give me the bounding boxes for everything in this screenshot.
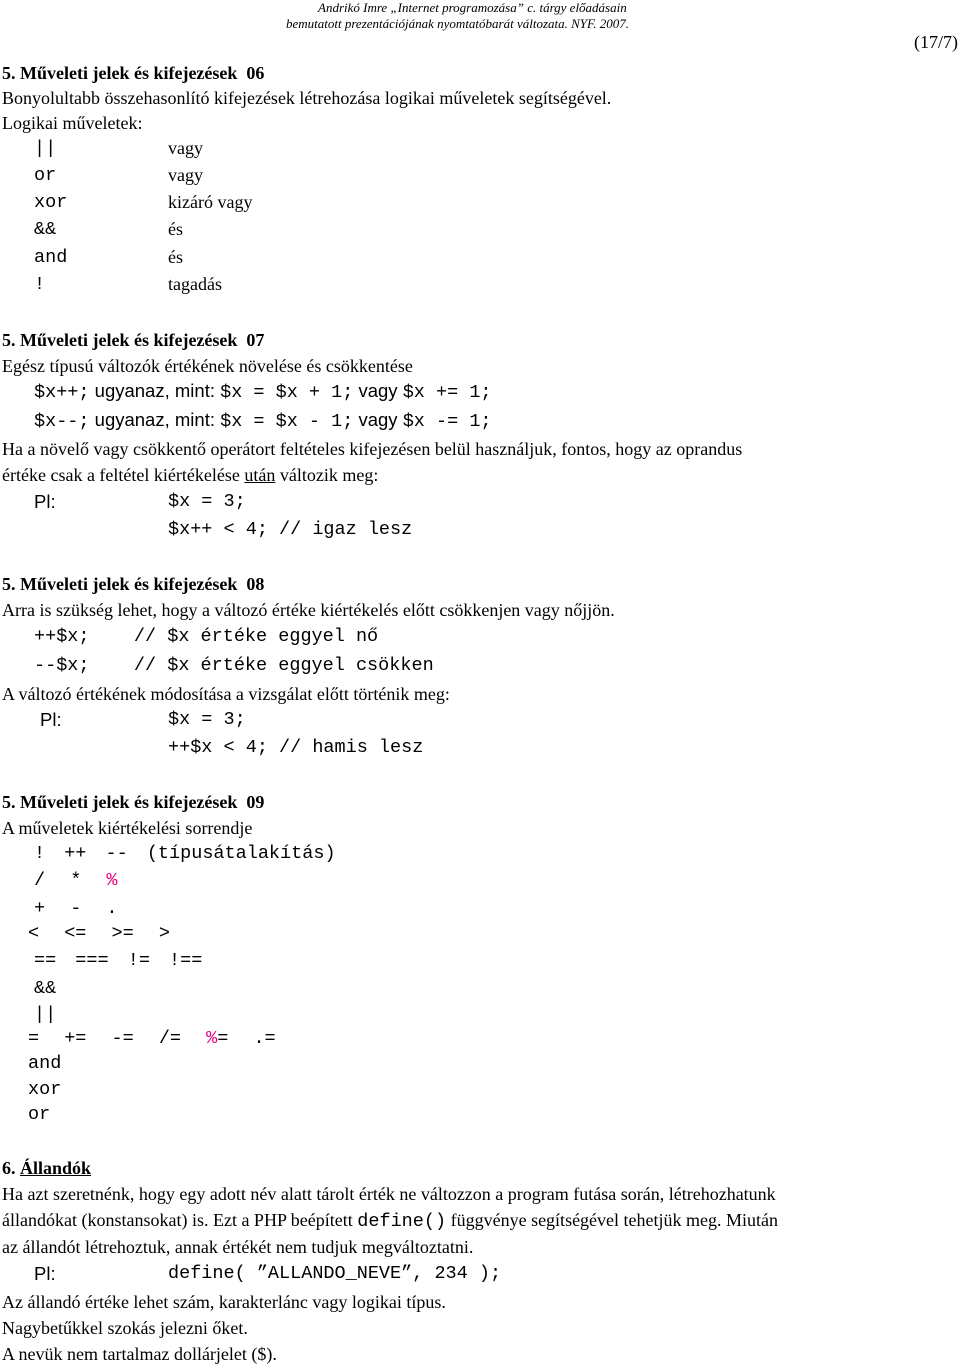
- section-06-intro: Bonyolultabb összehasonlító kifejezések létrehozása logikai műveletek segítségével.: [2, 88, 612, 108]
- example-code-line: define( ”ALLANDO_NEVE”, 234 );: [168, 1263, 502, 1284]
- op-symbol: xor: [34, 192, 68, 213]
- section-08-title: 5. Műveleti jelek és kifejezések 08: [2, 574, 265, 594]
- note-line: Az állandó értéke lehet szám, karakterlánc vagy logikai típus.: [2, 1292, 446, 1312]
- note-line: A nevük nem tartalmaz dollárjelet ($).: [2, 1344, 277, 1364]
- pre-decrement-line: --$x; // $x értéke eggyel csökken: [34, 655, 434, 676]
- section-07-paragraph-1: Ha a növelő vagy csökkentő operátort feltételes kifejezésen belül használjuk, fontos, hogy az oprandus: [2, 439, 743, 459]
- op-symbol: ||: [34, 138, 57, 159]
- example-code-line: $x = 3;: [168, 709, 246, 730]
- example-label: Pl:: [34, 1263, 56, 1284]
- section-6-paragraph-2: állandókat (konstansokat) is. Ezt a PHP beépített define() függvénye segítségével tehetjük meg. Miután: [2, 1210, 779, 1232]
- precedence-row: + - .: [34, 898, 118, 919]
- op-symbol: &&: [34, 219, 57, 240]
- decrement-line: $x--; ugyanaz, mint: $x = $x - 1; vagy $x -= 1;: [34, 409, 492, 432]
- page-number: (17/7): [914, 32, 958, 52]
- op-description: és: [168, 247, 183, 267]
- section-06-title: 5. Műveleti jelek és kifejezések 06: [2, 63, 265, 83]
- example-code-line: $x++ < 4; // igaz lesz: [168, 519, 413, 540]
- emphasis-after: után: [244, 465, 276, 485]
- pre-increment-line: ++$x; // $x értéke eggyel nő: [34, 626, 379, 647]
- section-08-paragraph: A változó értékének módosítása a vizsgálat előtt történik meg:: [2, 684, 450, 704]
- example-label: Pl:: [34, 491, 56, 512]
- precedence-row: == === != !==: [34, 950, 203, 971]
- section-07-intro: Egész típusú változók értékének növelése és csökkentése: [2, 356, 413, 376]
- op-symbol: !: [34, 274, 46, 295]
- example-code-line: $x = 3;: [168, 491, 246, 512]
- precedence-row: xor: [28, 1079, 62, 1100]
- precedence-row: ! ++ -- (típusátalakítás): [34, 843, 336, 864]
- op-description: vagy: [168, 138, 203, 158]
- precedence-row: / * %: [34, 870, 118, 891]
- op-symbol: or: [34, 165, 57, 186]
- op-description: kizáró vagy: [168, 192, 253, 212]
- increment-line: $x++; ugyanaz, mint: $x = $x + 1; vagy $x += 1;: [34, 380, 492, 403]
- note-line: Nagybetűkkel szokás jelezni őket.: [2, 1318, 248, 1338]
- op-symbol: and: [34, 247, 68, 268]
- section-08-intro: Arra is szükség lehet, hogy a változó értéke kiértékelés előtt csökkenjen vagy nőjjön.: [2, 600, 615, 620]
- precedence-row: ||: [34, 1004, 57, 1025]
- op-description: és: [168, 219, 183, 239]
- precedence-row: and: [28, 1053, 62, 1074]
- header-line-1: Andrikó Imre „Internet programozása” c. tárgy előadásain: [318, 0, 627, 15]
- section-6-title: 6. Állandók: [2, 1158, 92, 1178]
- inline-code-define: define(): [357, 1211, 447, 1232]
- op-description: vagy: [168, 165, 203, 185]
- precedence-row: or: [28, 1104, 51, 1125]
- example-label: Pl:: [40, 709, 62, 730]
- example-code-line: ++$x < 4; // hamis lesz: [168, 737, 424, 758]
- precedence-row: = += -= /= %= .=: [28, 1028, 276, 1049]
- op-description: tagadás: [168, 274, 222, 294]
- section-6-paragraph-1: Ha azt szeretnénk, hogy egy adott név alatt tárolt érték ne változzon a program futása során, létrehozhatunk: [2, 1184, 776, 1204]
- logical-ops-label: Logikai műveletek:: [2, 113, 143, 133]
- section-6-paragraph-3: az állandót létrehoztuk, annak értékét nem tudjuk megváltoztatni.: [2, 1237, 474, 1257]
- section-09-intro: A műveletek kiértékelési sorrendje: [2, 818, 253, 838]
- precedence-row: < <= >= >: [28, 923, 170, 944]
- section-07-paragraph-2: értéke csak a feltétel kiértékelése után változik meg:: [2, 465, 379, 485]
- section-07-title: 5. Műveleti jelek és kifejezések 07: [2, 330, 265, 350]
- precedence-row: &&: [34, 978, 57, 999]
- section-09-title: 5. Műveleti jelek és kifejezések 09: [2, 792, 265, 812]
- header-line-2: bemutatott prezentációjának nyomtatóbarát változata. NYF. 2007.: [286, 16, 630, 31]
